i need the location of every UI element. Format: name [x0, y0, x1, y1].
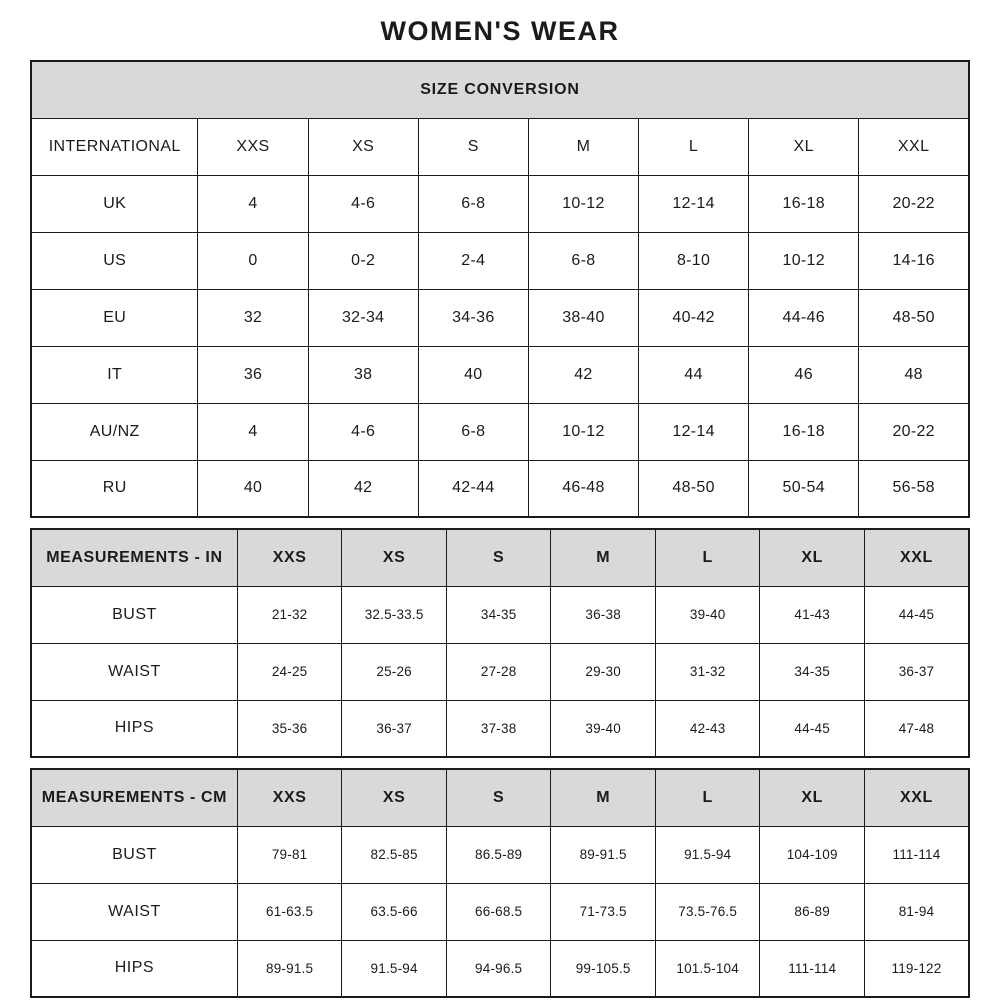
measurements-in-header-row	[31, 529, 969, 586]
table-row	[31, 883, 969, 940]
table-cell: 4	[198, 175, 308, 232]
table-cell: 46-48	[528, 460, 638, 517]
row-header: UK	[31, 175, 198, 232]
table-cell: 56-58	[859, 460, 969, 517]
table-cell: 86-89	[760, 883, 865, 940]
row-header: WAIST	[31, 883, 237, 940]
table-row	[31, 175, 969, 232]
table-cell: 119-122	[864, 940, 969, 997]
table-row	[31, 826, 969, 883]
measurements-in-table	[30, 528, 970, 758]
size-column-header: XL	[760, 769, 865, 826]
table-cell: 4	[198, 403, 308, 460]
table-cell: 4-6	[308, 403, 418, 460]
table-cell: 8-10	[639, 232, 749, 289]
table-cell: 36-37	[864, 643, 969, 700]
table-cell: 42	[308, 460, 418, 517]
size-column-header: L	[655, 529, 760, 586]
table-cell: 38-40	[528, 289, 638, 346]
table-cell: 99-105.5	[551, 940, 656, 997]
table-cell: 46	[749, 346, 859, 403]
table-cell: 25-26	[342, 643, 447, 700]
size-column-header: XXS	[198, 118, 308, 175]
table-cell: 44	[639, 346, 749, 403]
table-cell: 91.5-94	[655, 826, 760, 883]
table-cell: 16-18	[749, 175, 859, 232]
table-cell: 47-48	[864, 700, 969, 757]
table-cell: 24-25	[237, 643, 342, 700]
size-column-header: M	[528, 118, 638, 175]
measurements-cm-header-row	[31, 769, 969, 826]
table-cell: 6-8	[418, 175, 528, 232]
table-corner-label: MEASUREMENTS - CM	[31, 769, 237, 826]
size-column-header: XL	[749, 118, 859, 175]
table-cell: 2-4	[418, 232, 528, 289]
size-column-header: XS	[308, 118, 418, 175]
table-cell: 0-2	[308, 232, 418, 289]
row-header: US	[31, 232, 198, 289]
table-cell: 21-32	[237, 586, 342, 643]
table-cell: 10-12	[749, 232, 859, 289]
table-cell: 44-45	[760, 700, 865, 757]
table-cell: 81-94	[864, 883, 969, 940]
size-column-header: S	[446, 769, 551, 826]
table-cell: 71-73.5	[551, 883, 656, 940]
size-column-header: XXL	[859, 118, 969, 175]
table-cell: 42-44	[418, 460, 528, 517]
table-cell: 12-14	[639, 403, 749, 460]
table-cell: 48-50	[859, 289, 969, 346]
row-header: IT	[31, 346, 198, 403]
row-header: EU	[31, 289, 198, 346]
table-cell: 0	[198, 232, 308, 289]
measurements-in-body	[31, 586, 969, 757]
size-column-header: XS	[342, 529, 447, 586]
row-header: RU	[31, 460, 198, 517]
table-cell: 40	[198, 460, 308, 517]
table-cell: 86.5-89	[446, 826, 551, 883]
table-cell: 34-35	[446, 586, 551, 643]
table-cell: 82.5-85	[342, 826, 447, 883]
table-cell: 91.5-94	[342, 940, 447, 997]
table-cell: 38	[308, 346, 418, 403]
table-cell: 42-43	[655, 700, 760, 757]
table-cell: 41-43	[760, 586, 865, 643]
table-cell: 10-12	[528, 403, 638, 460]
row-header: BUST	[31, 826, 237, 883]
size-column-header: S	[446, 529, 551, 586]
size-column-header: XXL	[864, 529, 969, 586]
table-cell: 73.5-76.5	[655, 883, 760, 940]
table-cell: 66-68.5	[446, 883, 551, 940]
table-cell: 39-40	[551, 700, 656, 757]
table-cell: 32	[198, 289, 308, 346]
table-row	[31, 403, 969, 460]
table-cell: 29-30	[551, 643, 656, 700]
table-cell: 40	[418, 346, 528, 403]
row-header: HIPS	[31, 940, 237, 997]
size-column-header: XXS	[237, 769, 342, 826]
table-cell: 101.5-104	[655, 940, 760, 997]
table-cell: 4-6	[308, 175, 418, 232]
table-cell: 36-37	[342, 700, 447, 757]
table-cell: 6-8	[528, 232, 638, 289]
table-cell: 14-16	[859, 232, 969, 289]
row-header: AU/NZ	[31, 403, 198, 460]
size-conversion-banner: SIZE CONVERSION	[31, 61, 969, 118]
table-cell: 61-63.5	[237, 883, 342, 940]
table-cell: 6-8	[418, 403, 528, 460]
table-corner-label: MEASUREMENTS - IN	[31, 529, 237, 586]
page-title: WOMEN'S WEAR	[380, 16, 620, 46]
table-cell: 48	[859, 346, 969, 403]
table-cell: 32-34	[308, 289, 418, 346]
table-cell: 44-46	[749, 289, 859, 346]
table-cell: 27-28	[446, 643, 551, 700]
table-row	[31, 643, 969, 700]
size-column-header: XS	[342, 769, 447, 826]
table-cell: 32.5-33.5	[342, 586, 447, 643]
table-cell: 31-32	[655, 643, 760, 700]
table-cell: 42	[528, 346, 638, 403]
table-cell: 34-35	[760, 643, 865, 700]
table-cell: 16-18	[749, 403, 859, 460]
table-corner-label: INTERNATIONAL	[31, 118, 198, 175]
size-column-header: L	[639, 118, 749, 175]
table-cell: 36-38	[551, 586, 656, 643]
table-cell: 63.5-66	[342, 883, 447, 940]
table-cell: 20-22	[859, 403, 969, 460]
table-cell: 94-96.5	[446, 940, 551, 997]
table-row	[31, 346, 969, 403]
row-header: WAIST	[31, 643, 237, 700]
table-cell: 79-81	[237, 826, 342, 883]
table-cell: 50-54	[749, 460, 859, 517]
measurements-cm-table	[30, 768, 970, 998]
table-cell: 20-22	[859, 175, 969, 232]
table-cell: 44-45	[864, 586, 969, 643]
measurements-cm-body	[31, 826, 969, 997]
table-cell: 48-50	[639, 460, 749, 517]
table-cell: 39-40	[655, 586, 760, 643]
size-column-header: XL	[760, 529, 865, 586]
table-cell: 12-14	[639, 175, 749, 232]
table-cell: 89-91.5	[551, 826, 656, 883]
table-row	[31, 232, 969, 289]
table-row	[31, 460, 969, 517]
size-conversion-banner-row	[31, 61, 969, 118]
size-conversion-header-row	[31, 118, 969, 175]
row-header: HIPS	[31, 700, 237, 757]
size-column-header: M	[551, 529, 656, 586]
table-cell: 36	[198, 346, 308, 403]
row-header: BUST	[31, 586, 237, 643]
size-column-header: S	[418, 118, 528, 175]
table-cell: 111-114	[864, 826, 969, 883]
size-conversion-body	[31, 175, 969, 517]
table-cell: 10-12	[528, 175, 638, 232]
table-cell: 111-114	[760, 940, 865, 997]
table-row	[31, 289, 969, 346]
size-conversion-table	[30, 60, 970, 518]
table-cell: 89-91.5	[237, 940, 342, 997]
size-column-header: XXS	[237, 529, 342, 586]
size-column-header: M	[551, 769, 656, 826]
table-cell: 40-42	[639, 289, 749, 346]
table-cell: 34-36	[418, 289, 528, 346]
table-row	[31, 700, 969, 757]
size-column-header: L	[655, 769, 760, 826]
table-cell: 37-38	[446, 700, 551, 757]
table-cell: 35-36	[237, 700, 342, 757]
table-cell: 104-109	[760, 826, 865, 883]
table-row	[31, 586, 969, 643]
table-row	[31, 940, 969, 997]
size-column-header: XXL	[864, 769, 969, 826]
